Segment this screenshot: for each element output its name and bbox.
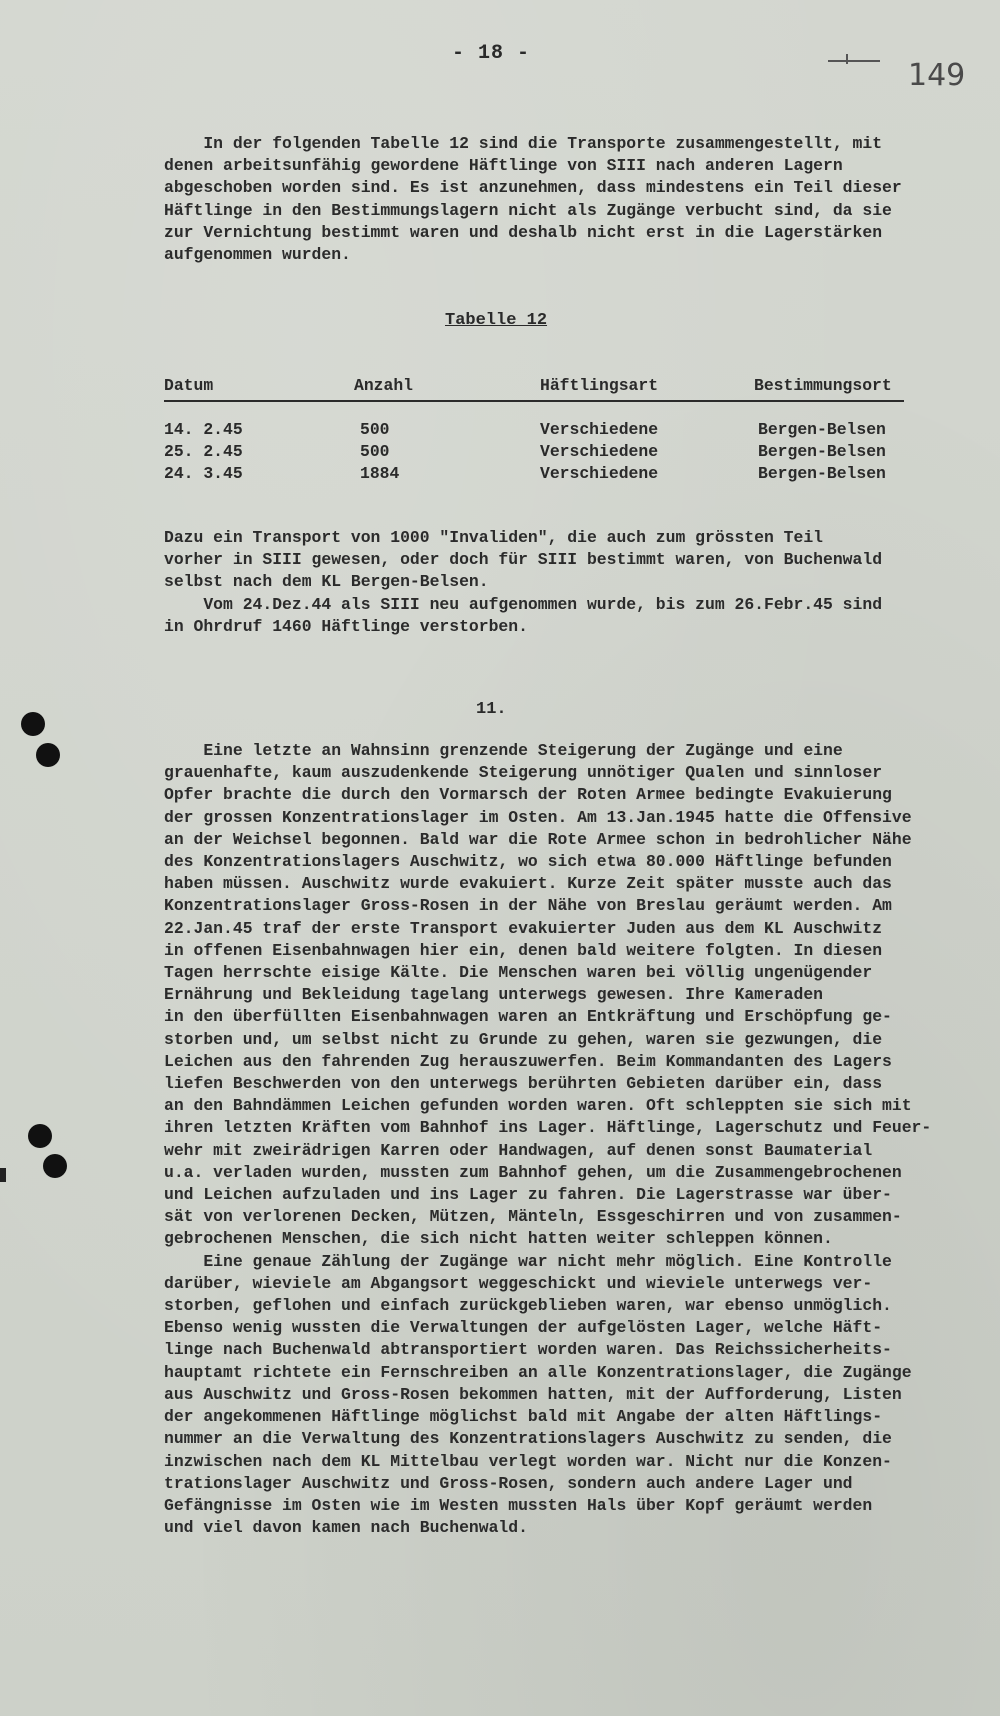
text-line: grauenhafte, kaum auszudenkende Steigerung unnötiger Qualen und sinnloser — [164, 763, 883, 783]
table-header — [164, 376, 904, 402]
text-line: Ernährung und Bekleidung tagelang unterwegs gewesen. Ihre Kameraden — [164, 985, 824, 1005]
text-line: der grossen Konzentrationslager im Osten. Am 13.Jan.1945 hatte die Offensive — [164, 807, 912, 827]
header-haeftlingsart: Häftlingsart — [540, 376, 659, 395]
text-line: hauptamt richtete ein Fernschreiben an alle Konzentrationslager, die Zugänge — [164, 1362, 912, 1382]
edge-mark — [0, 1168, 6, 1182]
cell-bestimmungsort: Bergen-Belsen — [758, 464, 886, 483]
text-line: in offenen Eisenbahnwagen hier ein, denen bald weitere folgten. In diesen — [164, 940, 883, 960]
section-body — [164, 740, 950, 1539]
after-table-paragraph — [164, 527, 950, 638]
cell-bestimmungsort: Bergen-Belsen — [758, 442, 886, 461]
cell-haeftlingsart: Verschiedene — [540, 420, 659, 439]
cell-anzahl: 500 — [360, 420, 390, 439]
text-line: vorher in SIII gewesen, oder doch für SIII bestimmt waren, von Buchenwald — [164, 550, 883, 570]
text-line: in den überfüllten Eisenbahnwagen waren an Entkräftung und Erschöpfung ge- — [164, 1007, 892, 1027]
text-line: In der folgenden Tabelle 12 sind die Transporte zusammengestellt, mit — [164, 134, 883, 153]
page-number: - 18 - — [452, 42, 531, 65]
cell-bestimmungsort: Bergen-Belsen — [758, 420, 886, 439]
text-line: Häftlinge in den Bestimmungslagern nicht als Zugänge verbucht sind, da sie — [164, 200, 892, 220]
text-line: Tagen herrschte eisige Kälte. Die Menschen waren bei völlig ungenügender — [164, 963, 873, 983]
intro-paragraph — [164, 133, 950, 266]
text-line: Ebenso wenig wussten die Verwaltungen der aufgelösten Lager, welche Häft- — [164, 1318, 883, 1338]
text-line: linge nach Buchenwald abtransportiert worden waren. Das Reichssicherheits- — [164, 1340, 892, 1360]
header-datum: Datum — [164, 376, 214, 395]
text-line: liefen Beschwerden von den unterwegs berührten Gebieten darüber ein, dass — [164, 1074, 883, 1094]
text-line: der angekommenen Häftlinge möglichst bald mit Angabe der alten Häftlings- — [164, 1407, 883, 1427]
text-line: trationslager Auschwitz und Gross-Rosen, sondern auch andere Lager und — [164, 1473, 853, 1493]
text-line: aus Auschwitz und Gross-Rosen bekommen hatten, mit der Aufforderung, Listen — [164, 1384, 902, 1404]
table-row — [164, 420, 904, 442]
punch-hole — [36, 743, 60, 767]
header-bestimmungsort: Bestimmungsort — [754, 376, 892, 395]
text-line: nummer an die Verwaltung des Konzentrationslagers Auschwitz zu senden, die — [164, 1429, 892, 1449]
table-row — [164, 442, 904, 464]
text-line: abgeschoben worden sind. Es ist anzunehmen, dass mindestens ein Teil dieser — [164, 178, 902, 198]
text-line: wehr mit zweirädrigen Karren oder Handwagen, auf denen sonst Baumaterial — [164, 1140, 873, 1160]
header-anzahl: Anzahl — [354, 376, 414, 395]
text-line: sät von verlorenen Decken, Mützen, Mänteln, Essgeschirren und von zusammen- — [164, 1207, 902, 1227]
text-line: in Ohrdruf 1460 Häftlinge verstorben. — [164, 616, 528, 636]
cell-datum: 24. 3.45 — [164, 464, 243, 483]
cell-anzahl: 500 — [360, 442, 390, 461]
text-line: storben, geflohen und einfach zurückgeblieben waren, war ebenso unmöglich. — [164, 1296, 892, 1316]
text-line: 22.Jan.45 traf der erste Transport evakuierter Juden aus dem KL Auschwitz — [164, 918, 883, 938]
text-line: storben und, um selbst nicht zu Grunde zu gehen, waren sie gezwungen, die — [164, 1029, 883, 1049]
text-line: ihren letzten Kräften vom Bahnhof ins Lager. Häftlinge, Lagerschutz und Feuer- — [164, 1118, 932, 1138]
text-line: Opfer brachte die durch den Vormarsch der Roten Armee bedingte Evakuierung — [164, 785, 892, 805]
text-line: Dazu ein Transport von 1000 "Invaliden", die auch zum grössten Teil — [164, 528, 824, 547]
text-line: Eine letzte an Wahnsinn grenzende Steigerung der Zugänge und eine — [164, 741, 843, 760]
text-line: Gefängnisse im Osten wie im Westen mussten Hals über Kopf geräumt werden — [164, 1495, 873, 1515]
text-line: des Konzentrationslagers Auschwitz, wo sich etwa 80.000 Häftlinge befunden — [164, 852, 892, 872]
archive-folio-number: 149 — [908, 58, 966, 93]
section-number: 11. — [476, 700, 507, 719]
archive-pencil-mark — [828, 60, 880, 62]
table-title: Tabelle 12 — [445, 311, 548, 330]
text-line: gebrochenen Menschen, die sich nicht hatten weiter schleppen können. — [164, 1229, 833, 1249]
text-line: und Leichen aufzuladen und ins Lager zu fahren. Die Lagerstrasse war über- — [164, 1185, 892, 1205]
text-line: zur Vernichtung bestimmt waren und deshalb nicht erst in die Lagerstärken — [164, 222, 883, 242]
text-line: selbst nach dem KL Bergen-Belsen. — [164, 572, 489, 592]
cell-anzahl: 1884 — [360, 464, 400, 483]
text-line: an der Weichsel begonnen. Bald war die Rote Armee schon in bedrohlicher Nähe — [164, 829, 912, 849]
text-line: u.a. verladen wurden, mussten zum Bahnhof gehen, um die Zusammengebrochenen — [164, 1162, 902, 1182]
text-line: an den Bahndämmen Leichen gefunden worden waren. Oft schleppten sie sich mit — [164, 1096, 912, 1116]
table-row — [164, 464, 904, 486]
text-line: haben müssen. Auschwitz wurde evakuiert. Kurze Zeit später musste auch das — [164, 874, 892, 894]
text-line: Eine genaue Zählung der Zugänge war nicht mehr möglich. Eine Kontrolle — [164, 1251, 892, 1271]
text-line: inzwischen nach dem KL Mittelbau verlegt worden war. Nicht nur die Konzen- — [164, 1451, 892, 1471]
text-line: darüber, wieviele am Abgangsort weggeschickt und wieviele unterwegs ver- — [164, 1273, 873, 1293]
text-line: und viel davon kamen nach Buchenwald. — [164, 1518, 528, 1538]
cell-haeftlingsart: Verschiedene — [540, 464, 659, 483]
cell-datum: 25. 2.45 — [164, 442, 243, 461]
text-line: Konzentrationslager Gross-Rosen in der Nähe von Breslau geräumt werden. Am — [164, 896, 892, 916]
text-line: aufgenommen wurden. — [164, 245, 351, 265]
text-line: denen arbeitsunfähig gewordene Häftlinge von SIII nach anderen Lagern — [164, 156, 843, 176]
punch-hole — [28, 1124, 52, 1148]
punch-hole — [21, 712, 45, 736]
cell-datum: 14. 2.45 — [164, 420, 243, 439]
text-line: Leichen aus den fahrenden Zug herauszuwerfen. Beim Kommandanten des Lagers — [164, 1051, 892, 1071]
cell-haeftlingsart: Verschiedene — [540, 442, 659, 461]
punch-hole — [43, 1154, 67, 1178]
text-line: Vom 24.Dez.44 als SIII neu aufgenommen wurde, bis zum 26.Febr.45 sind — [164, 594, 883, 614]
